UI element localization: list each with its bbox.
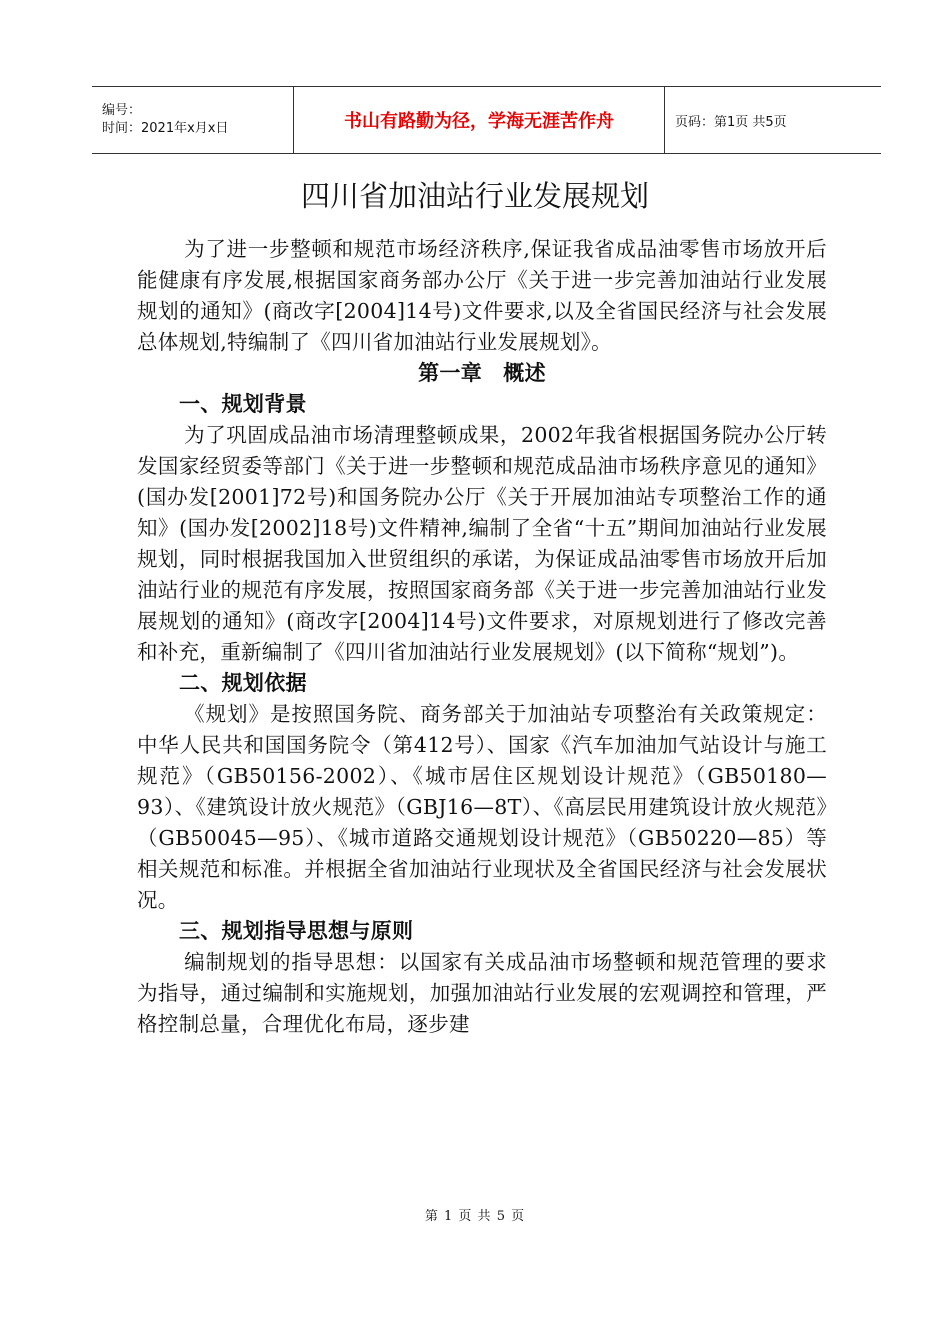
chapter-heading: 第一章 概述 (418, 361, 546, 385)
section-heading-basis: 二、规划依据 (179, 671, 307, 695)
intro-paragraph: 为了进一步整顿和规范市场经济秩序,保证我省成品油零售市场放开后能健康有序发展,根据国家商务部办公厅《关于进一步完善加油站行业发展规划的通知》(商改字[2004]14号)文件要求,以及全省国民经济与社会发展总体规划,特编制了《四川省加油站行业发展规划》。 (137, 237, 827, 354)
section-body-basis: 《规划》是按照国务院、商务部关于加油站专项整治有关政策规定：中华人民共和国国务院令（第412号）、国家《汽车加油加气站设计与施工规范》（GB50156-2002）、《城市居住区规划设计规范》（GB50180—93）、《建筑设计放火规范》（GBJ16—8T）、《高层民用建筑设计放火规范》（GB50045—95）、《城市道路交通规划设计规范》（GB50220—85）等相关规范和标准。并根据全省加油站行业现状及全省国民经济与社会发展状况。 (137, 702, 827, 912)
document-title: 四川省加油站行业发展规划 (300, 179, 649, 213)
number-label: 编号： (102, 103, 142, 118)
time-label: 时间：2021年x月x日 (102, 121, 229, 136)
header-motto: 书山有路勤为径，学海无涯苦作舟 (293, 87, 665, 153)
page-footer: 第 1 页 共 5 页 (424, 1209, 526, 1224)
section-body-background: 为了巩固成品油市场清理整顿成果，2002年我省根据国务院办公厅转发国家经贸委等部门《关于进一步整顿和规范成品油市场秩序意见的通知》(国办发[2001]72号)和国务院办公厅《关于开展加油站专项整治工作的通知》(国办发[2002]18号)文件精神,编制了全省“十五”期间加油站行业发展规划，同时根据我国加入世贸组织的承诺，为保证成品油零售市场放开后加油站行业的规范有序发展，按照国家商务部《关于进一步完善加油站行业发展规划的通知》(商改字[2004]14号)文件要求，对原规划进行了修改完善和补充，重新编制了《四川省加油站行业发展规划》(以下简称“规划”)。 (137, 423, 827, 664)
header-meta (92, 87, 293, 153)
section-heading-principles: 三、规划指导思想与原则 (179, 919, 414, 943)
document-header (92, 86, 881, 154)
section-heading-background: 一、规划背景 (179, 392, 307, 416)
header-page-label: 页码：第1页 共5页 (675, 114, 787, 130)
document-body (137, 234, 827, 1040)
section-body-principles: 编制规划的指导思想：以国家有关成品油市场整顿和规范管理的要求为指导，通过编制和实施规划，加强加油站行业发展的宏观调控和管理，严格控制总量，合理优化布局，逐步建 (137, 950, 827, 1036)
